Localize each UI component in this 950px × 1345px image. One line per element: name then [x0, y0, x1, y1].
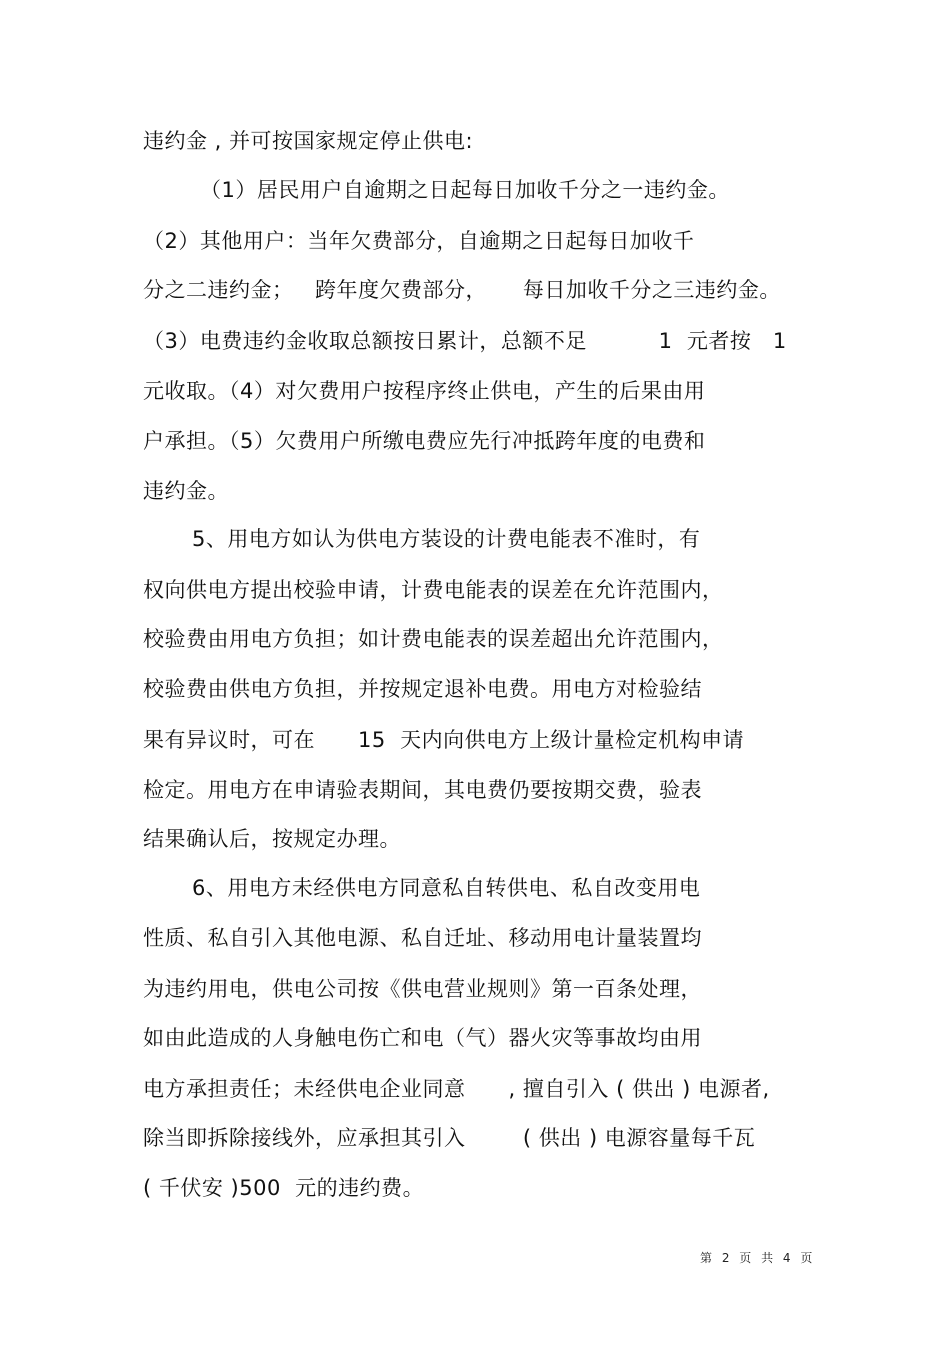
- text-line-16: 6、用电方未经供电方同意私自转供电、私自改变用电: [192, 876, 701, 900]
- text-line-5: （3）电费违约金收取总额按日累计，总额不足 1 元者按 1: [143, 329, 787, 353]
- text-line-11: 校验费由用电方负担；如计费电能表的误差超出允许范围内，: [143, 627, 724, 651]
- page-number-footer: 第 2 页 共 4 页: [700, 1251, 816, 1265]
- text-line-22: ( 千伏安 )500 元的违约费。: [143, 1176, 425, 1200]
- text-line-15: 结果确认后，按规定办理。: [143, 827, 401, 851]
- text-line-14: 检定。用电方在申请验表期间，其电费仍要按期交费，验表: [143, 778, 702, 802]
- text-line-13: 果有异议时，可在 15 天内向供电方上级计量检定机构申请: [143, 728, 745, 752]
- text-line-6: 元收取。（4）对欠费用户按程序终止供电，产生的后果由用: [143, 379, 706, 403]
- text-line-9: 5、用电方如认为供电方装设的计费电能表不准时，有: [192, 527, 701, 551]
- text-line-8: 违约金。: [143, 479, 229, 503]
- text-line-3: （2）其他用户：当年欠费部分，自逾期之日起每日加收千: [143, 229, 695, 253]
- text-line-4: 分之二违约金； 跨年度欠费部分， 每日加收千分之三违约金。: [143, 278, 781, 302]
- text-line-12: 校验费由供电方负担，并按规定退补电费。用电方对检验结: [143, 677, 702, 701]
- text-line-21: 除当即拆除接线外，应承担其引入 ( 供出 ) 电源容量每千瓦: [143, 1126, 756, 1150]
- text-line-19: 如由此造成的人身触电伤亡和电（气）器火灾等事故均由用: [143, 1026, 702, 1050]
- text-line-17: 性质、私自引入其他电源、私自迁址、移动用电计量装置均: [143, 926, 702, 950]
- text-line-2: （1）居民用户自逾期之日起每日加收千分之一违约金。: [200, 178, 730, 202]
- text-line-7: 户承担。（5）欠费用户所缴电费应先行冲抵跨年度的电费和: [143, 429, 706, 453]
- text-line-1: 违约金 , 并可按国家规定停止供电:: [143, 129, 474, 153]
- text-line-18: 为违约用电，供电公司按《供电营业规则》第一百条处理，: [143, 977, 702, 1001]
- text-line-10: 权向供电方提出校验申请，计费电能表的误差在允许范围内，: [143, 578, 724, 602]
- text-line-20: 电方承担责任；未经供电企业同意 , 擅自引入 ( 供出 ) 电源者,: [143, 1077, 770, 1101]
